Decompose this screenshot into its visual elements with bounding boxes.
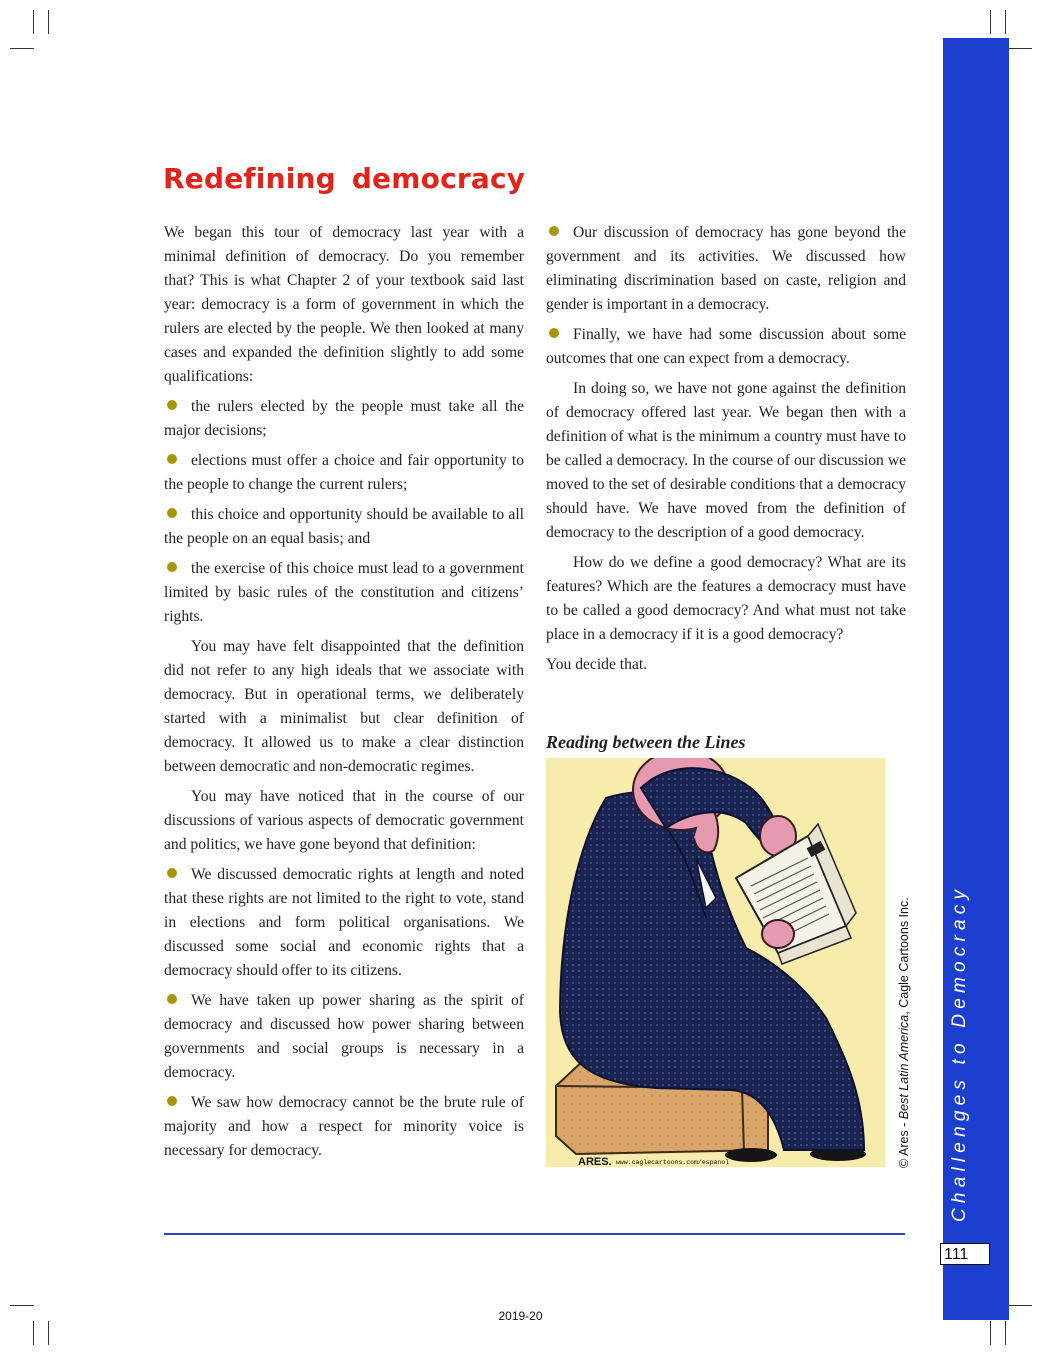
list-item: the rulers elected by the people must take all the major decisions; [164, 398, 524, 439]
hand [762, 920, 794, 948]
body-paragraph: You decide that. [546, 656, 648, 673]
list-item: Finally, we have had some discussion about some outcomes that one can expect from a democracy. [546, 326, 906, 367]
bullet-icon [549, 328, 559, 338]
list-item: the exercise of this choice must lead to a government limited by basic rules of the constitution and citizens’ rights. [164, 560, 524, 625]
crop-mark [990, 1321, 991, 1345]
body-paragraph: How do we define a good democracy? What are its features? Which are the features a democracy must have to be called a good democracy? And what must not take place in a democracy if it is a good democracy? [546, 554, 906, 643]
cartoon-image [546, 758, 885, 1167]
book-title-vertical: Challenges to Democracy [949, 884, 970, 1222]
list-item: We have taken up power sharing as the spirit of democracy and discussed how power sharing between governments and social groups is necessary in a democracy. [164, 992, 524, 1081]
cartoon-url: www.caglecartoons.com/espanol [616, 1159, 730, 1166]
footer-rule [164, 1233, 905, 1235]
bullet-icon [167, 994, 177, 1004]
cartoon-illustration [546, 758, 885, 1167]
page-number: 111 [940, 1243, 990, 1265]
bullet-icon [167, 400, 177, 410]
bullet-icon [549, 226, 559, 236]
crop-mark [1005, 10, 1006, 34]
bullet-icon [167, 454, 177, 464]
crop-mark [33, 1321, 34, 1345]
crop-mark [990, 10, 991, 34]
crop-mark [48, 1321, 49, 1345]
list-item: this choice and opportunity should be available to all the people on an equal basis; and [164, 506, 524, 547]
newspaper [736, 824, 856, 964]
cartoon-signature: ARES. [578, 1156, 612, 1167]
crop-mark [10, 48, 34, 49]
body-paragraph: You may have felt disappointed that the definition did not refer to any high ideals that we associate with democracy. But in operational terms, we deliberately started with a minimalist but clear definition of democracy. It allowed us to make a clear distinction between democratic and non-democratic regimes. [164, 638, 524, 775]
crop-mark [1008, 1305, 1032, 1306]
list-item: elections must offer a choice and fair opportunity to the people to change the current rulers; [164, 452, 524, 493]
body-paragraph: In doing so, we have not gone against the definition of democracy offered last year. We began then with a definition of what is the minimum a country must have to be called a democracy. In the course of our discussion we moved to the set of desirable conditions that a democracy should have. We have moved from the definition of democracy to the description of a good democracy. [546, 380, 906, 541]
intro-paragraph: We began this tour of democracy last year with a minimal definition of democracy. Do you remember that? This is what Chapter 2 of your textbook said last year: democracy is a form of government in which the rulers are elected by the people. We then looked at many cases and expanded the definition slightly to add some qualifications: [164, 224, 524, 385]
crop-mark [10, 1305, 34, 1306]
crop-mark [33, 10, 34, 34]
footer-year: 2019-20 [498, 1309, 543, 1323]
section-title: Redefining democracy [163, 162, 526, 195]
cartoon-heading: Reading between the Lines [546, 732, 746, 752]
body-paragraph: You may have noticed that in the course of our discussions of various aspects of democratic government and politics, we have gone beyond that definition: [164, 788, 524, 853]
bullet-icon [167, 1096, 177, 1106]
bullet-icon [167, 508, 177, 518]
left-column [164, 221, 524, 1169]
bullet-icon [167, 562, 177, 572]
list-item: Our discussion of democracy has gone beyond the government and its activities. We discussed how eliminating discrimination based on caste, religion and gender is important in a democracy. [546, 224, 906, 313]
image-credit: © Ares - Best Latin America, Cagle Cartoons Inc. [897, 897, 911, 1168]
crop-mark [1008, 48, 1032, 49]
list-item: We saw how democracy cannot be the brute rule of majority and how a respect for minority voice is necessary for democracy. [164, 1094, 524, 1159]
shoe [725, 1148, 777, 1162]
bullet-icon [167, 868, 177, 878]
right-column [546, 221, 906, 683]
list-item: We discussed democratic rights at length and noted that these rights are not limited to the right to vote, stand in elections and form political organisations. We discussed some social and economic rights that a democracy should offer to its citizens. [164, 866, 524, 979]
crop-mark [1005, 1321, 1006, 1345]
crop-mark [48, 10, 49, 34]
